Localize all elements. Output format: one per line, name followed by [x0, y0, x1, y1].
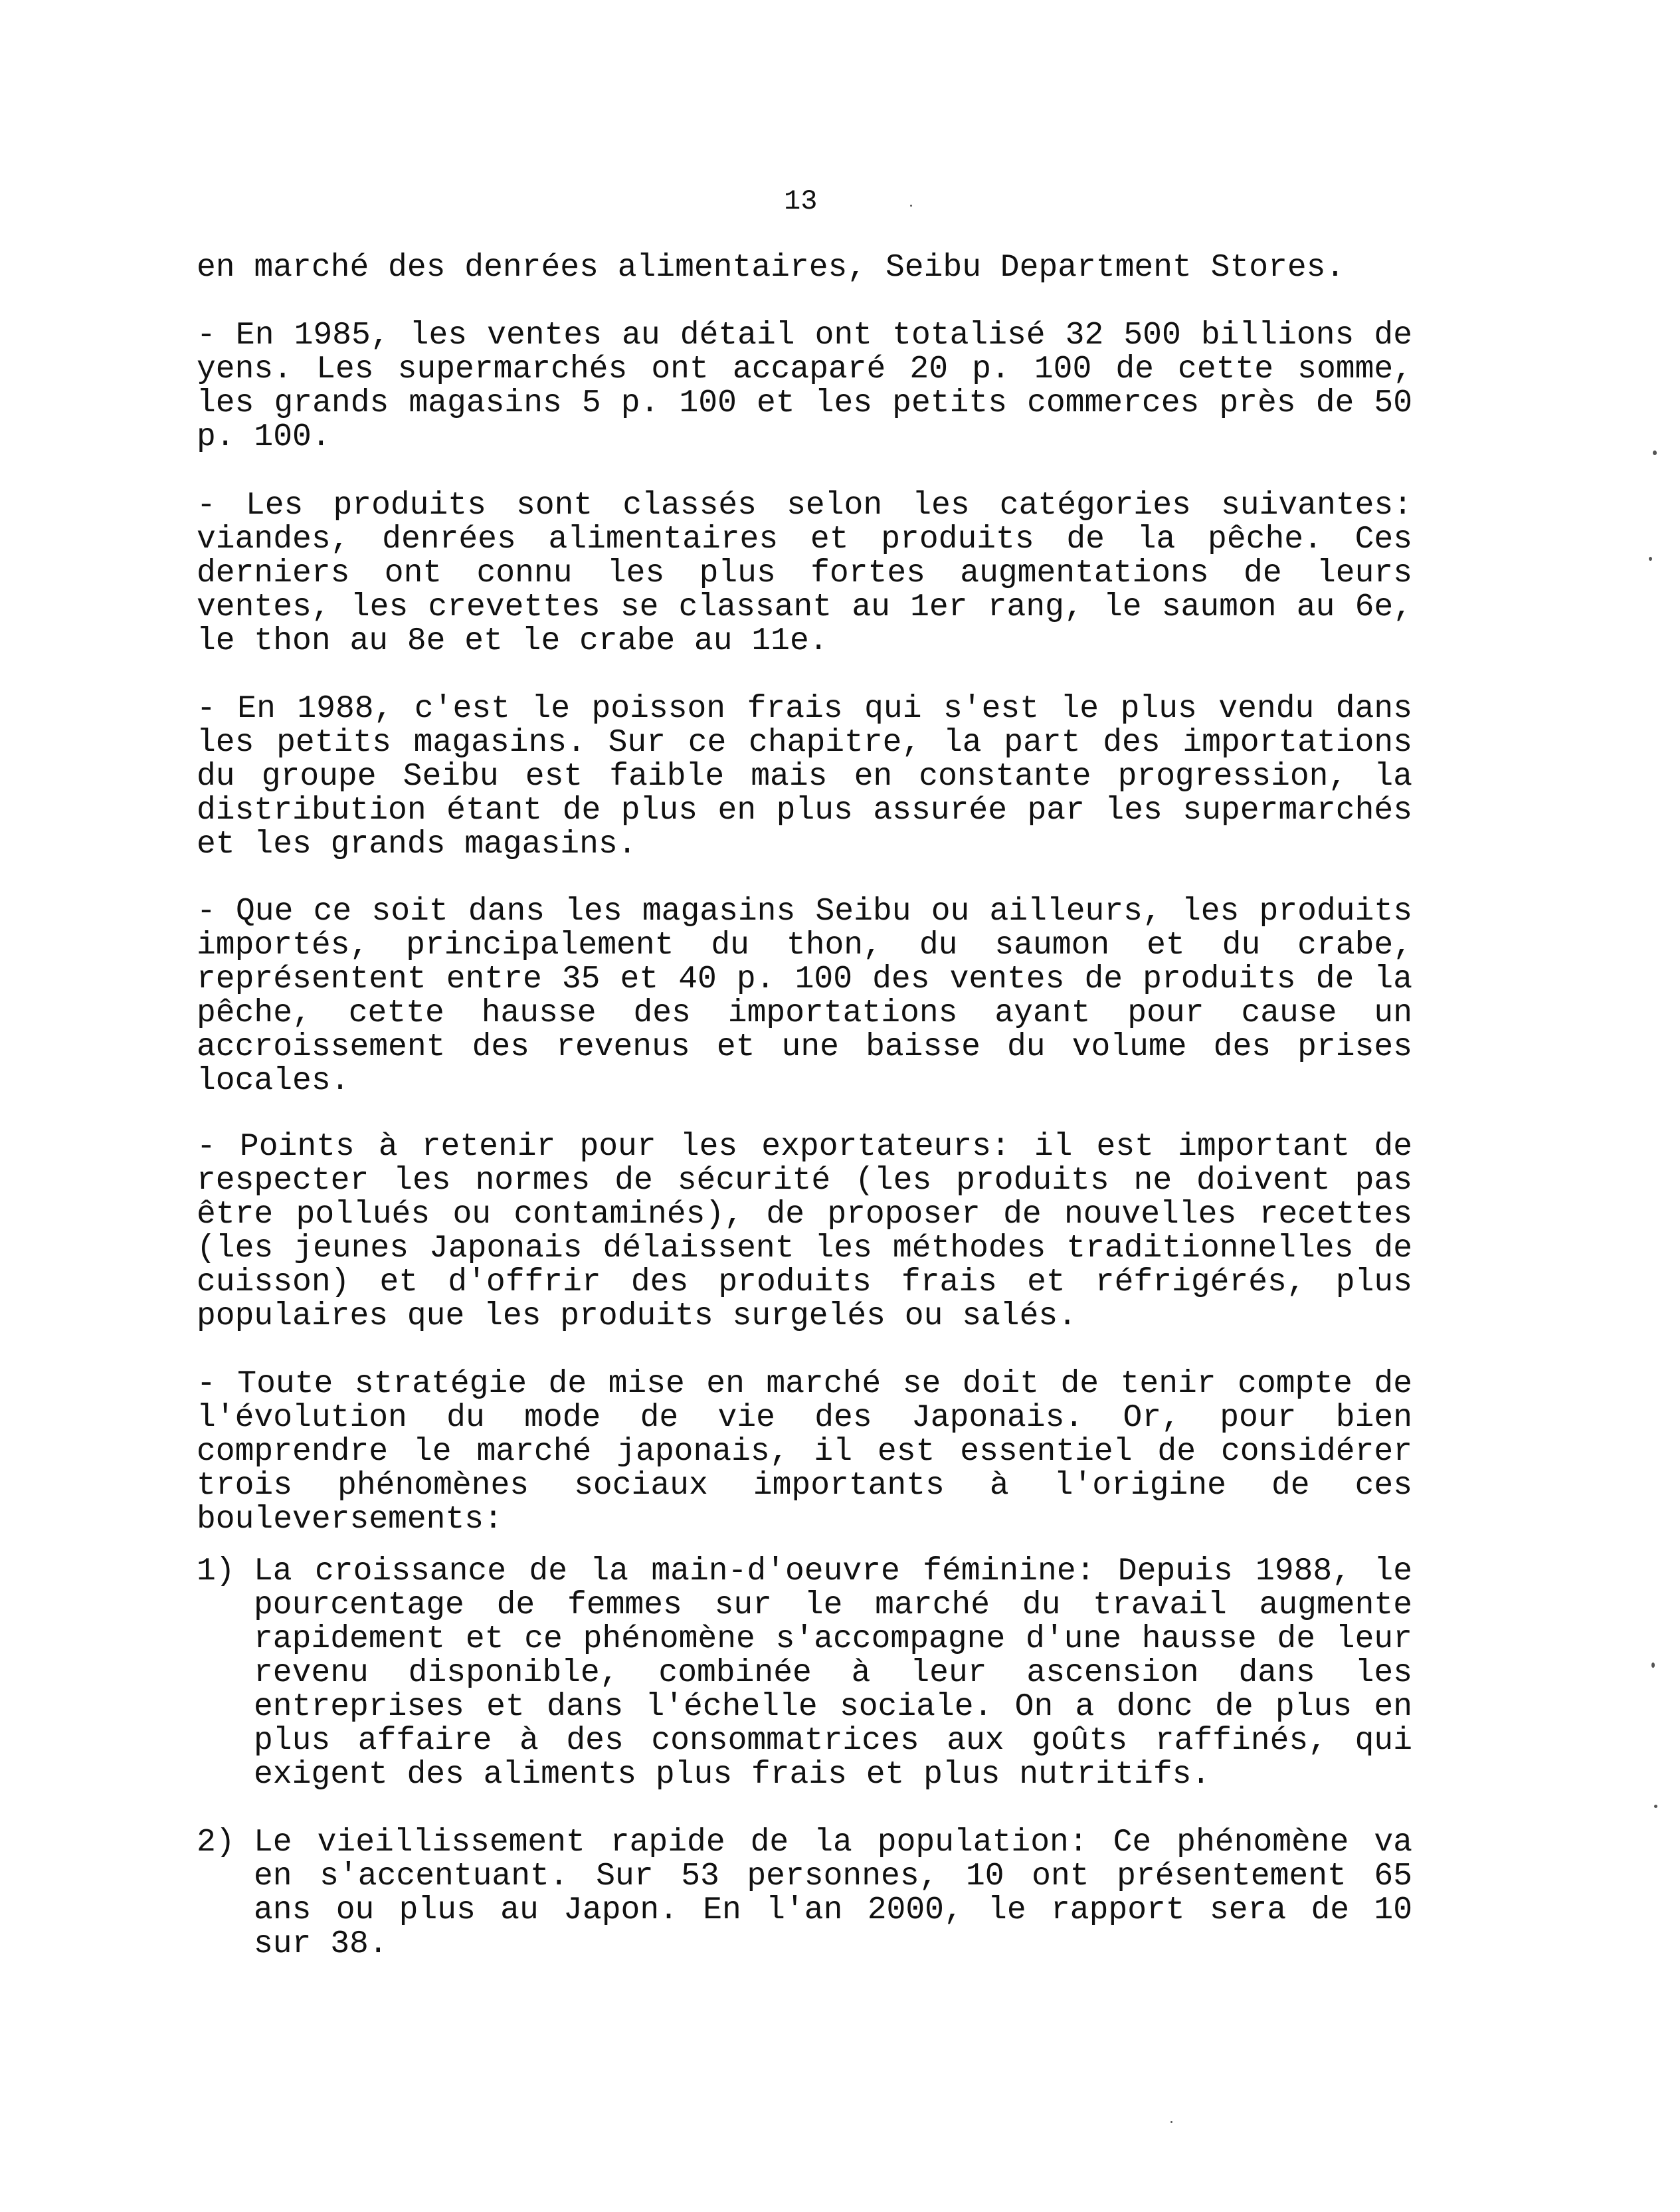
paragraph-marketing-strategy: - Toute stratégie de mise en marché se doit de tenir compte de l'évolution du mode de vie des Japonais. Or, pour bien comprendre le marché japonais, il est essentiel de considérer trois phénomènes sociaux importants à l'origine de ces bouleversements:	[197, 1366, 1412, 1538]
scan-speck	[1649, 557, 1652, 561]
page-number: 13	[784, 185, 818, 217]
scan-speck	[1651, 1662, 1655, 1668]
list-text: Le vieillissement rapide de la population: Ce phénomène va en s'accentuant. Sur 53 personnes, 10 ont présentement 65 ans ou plus au Japon. En l'an 2000, le rapport sera de 10 sur 38.	[254, 1825, 1412, 1962]
scan-speck	[1654, 1805, 1657, 1808]
paragraph-fresh-fish-1988: - En 1988, c'est le poisson frais qui s'est le plus vendu dans les petits magasins. Sur ce chapitre, la part des importations du groupe Seibu est faible mais en constante progression, la distribution étant de plus en plus assurée par les supermarchés et les grands magasins.	[197, 691, 1412, 862]
paragraph-product-categories: - Les produits sont classés selon les catégories suivantes: viandes, denrées alimentaires et produits de la pêche. Ces derniers ont connu les plus fortes augmentations de leurs ventes, les crevettes se classant au 1er rang, le saumon au 6e, le thon au 8e et le crabe au 11e.	[197, 488, 1412, 659]
list-number: 1)	[197, 1554, 235, 1589]
scan-speck	[1170, 2121, 1172, 2123]
scan-speck	[910, 205, 912, 207]
paragraph-retail-sales-1985: - En 1985, les ventes au détail ont totalisé 32 500 billions de yens. Les supermarchés ont accaparé 20 p. 100 de cette somme, les grands magasins 5 p. 100 et les petits commerces près de 50 p. 100.	[197, 318, 1412, 455]
scan-speck	[1653, 451, 1657, 455]
paragraph-imported-products: - Que ce soit dans les magasins Seibu ou ailleurs, les produits importés, principalement du thon, du saumon et du crabe, représentent entre 35 et 40 p. 100 des ventes de produits de la pêche, cette hausse des importations ayant pour cause un accroissement des revenus et une baisse du volume des prises locales.	[197, 894, 1412, 1099]
list-text: La croissance de la main-d'oeuvre féminine: Depuis 1988, le pourcentage de femmes sur le marché du travail augmente rapidement et ce phénomène s'accompagne d'une hausse de leur revenu disponible, combinée à leur ascension dans les entreprises et dans l'échelle sociale. On a donc de plus en plus affaire à des consommatrices aux goûts raffinés, qui exigent des aliments plus frais et plus nutritifs.	[254, 1554, 1412, 1793]
paragraph-exporter-points: - Points à retenir pour les exportateurs: il est important de respecter les normes de sécurité (les produits ne doivent pas être pollués ou contaminés), de proposer de nouvelles recettes (les jeunes Japonais délaissent les méthodes traditionnelles de cuisson) et d'offrir des produits frais et réfrigérés, plus populaires que les produits surgelés ou salés.	[197, 1129, 1412, 1334]
paragraph-continuation: en marché des denrées alimentaires, Seibu Department Stores.	[197, 250, 1345, 286]
list-number: 2)	[197, 1825, 235, 1860]
